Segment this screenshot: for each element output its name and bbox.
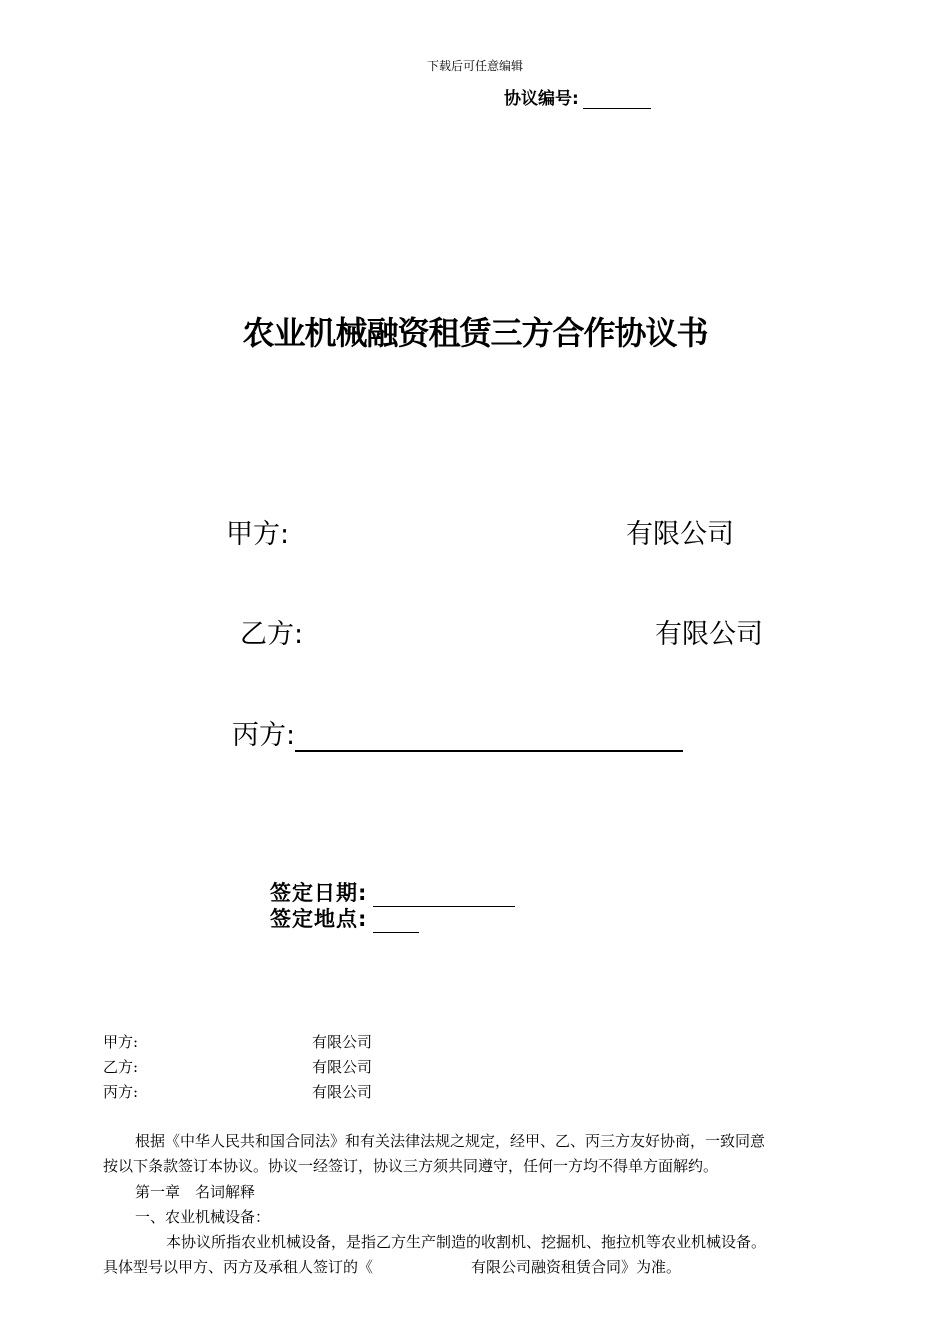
intro-paragraph-line1: 根据《中华人民共和国合同法》和有关法律法规之规定，经甲、乙、丙三方友好协商，一致同意 xyxy=(135,1132,766,1150)
agreement-number xyxy=(504,84,651,109)
agreement-number-label: 协议编号: xyxy=(504,89,579,109)
header-note: 下载后可任意编辑 xyxy=(426,59,523,73)
party-c-label: 丙方: xyxy=(103,1083,139,1101)
party-b-suffix: 有限公司 xyxy=(312,1058,373,1076)
cover-party-a-suffix: 有限公司 xyxy=(626,519,734,550)
cover-party-b-label: 乙方: xyxy=(240,619,304,650)
cover-party-b-suffix: 有限公司 xyxy=(655,619,763,650)
definition-line2-suffix: 有限公司融资租赁合同》为准。 xyxy=(471,1258,682,1276)
definition-line2-prefix: 具体型号以甲方、丙方及承租人签订的《 xyxy=(103,1258,374,1276)
cover-party-c xyxy=(232,713,683,752)
cover-party-c-blank xyxy=(295,722,683,752)
party-a-suffix: 有限公司 xyxy=(312,1033,373,1051)
agreement-number-blank xyxy=(583,92,651,109)
section-heading: 一、农业机械设备： xyxy=(135,1208,271,1226)
party-a-label: 甲方: xyxy=(103,1033,139,1051)
sign-place xyxy=(270,903,419,933)
cover-party-c-label: 丙方: xyxy=(232,720,296,751)
intro-paragraph-line2: 按以下条款签订本协议。协议一经签订，协议三方须共同遵守，任何一方均不得单方面解约。 xyxy=(103,1157,719,1175)
sign-place-blank xyxy=(373,912,419,933)
document-title: 农业机械融资租赁三方合作协议书 xyxy=(242,314,708,352)
sign-place-label: 签定地点: xyxy=(270,907,368,931)
party-b-label: 乙方: xyxy=(103,1058,139,1076)
chapter-heading: 第一章 名词解释 xyxy=(135,1183,256,1201)
cover-party-a-label: 甲方: xyxy=(226,519,290,550)
definition-line1: 本协议所指农业机械设备，是指乙方生产制造的收割机、挖掘机、拖拉机等农业机械设备。 xyxy=(166,1233,767,1251)
sign-date-label: 签定日期: xyxy=(270,881,368,905)
party-c-suffix: 有限公司 xyxy=(312,1083,373,1101)
